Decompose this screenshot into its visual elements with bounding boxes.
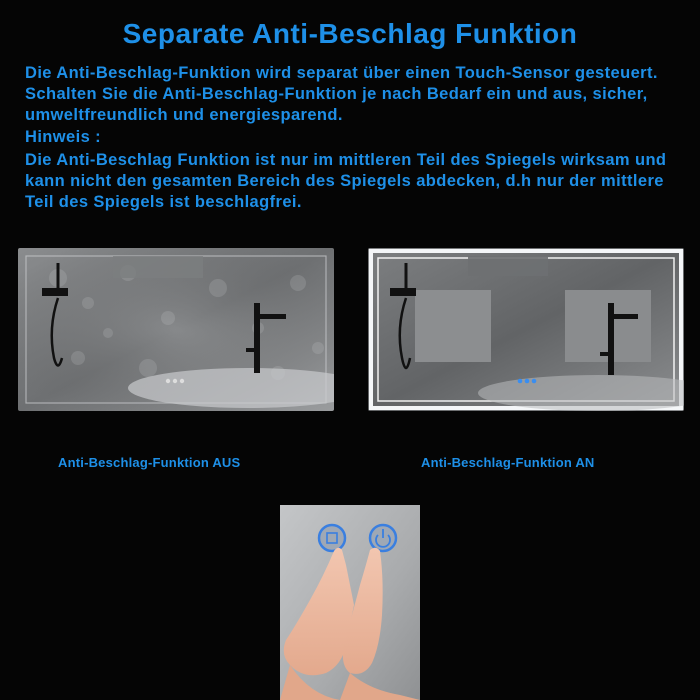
defog-icon <box>319 525 345 551</box>
description-paragraph: Die Anti-Beschlag-Funktion wird separat über einen Touch-Sensor gesteuert. Schalten Sie die Anti-Beschlag-Funktion je nach Bedarf ein und aus, sicher, umweltfreundlich und energiesparend. <box>25 64 658 124</box>
mirror-defogged-image <box>368 248 684 411</box>
caption-function-on: Anti-Beschlag-Funktion AN <box>421 455 595 470</box>
touch-sensor-image <box>280 505 420 700</box>
hint-paragraph: Die Anti-Beschlag Funktion ist nur im mittleren Teil des Spiegels wirksam und kann nicht den gesamten Bereich des Spiegels abdecken, d.h nur der mittlere Teil des Spiegels ist beschlagfrei. <box>25 151 667 211</box>
power-icon <box>370 525 396 551</box>
caption-function-off: Anti-Beschlag-Funktion AUS <box>58 455 241 470</box>
page-title: Separate Anti-Beschlag Funktion <box>122 18 578 49</box>
hint-label: Hinweis : <box>25 128 102 146</box>
mirror-fogged-image <box>18 248 334 411</box>
